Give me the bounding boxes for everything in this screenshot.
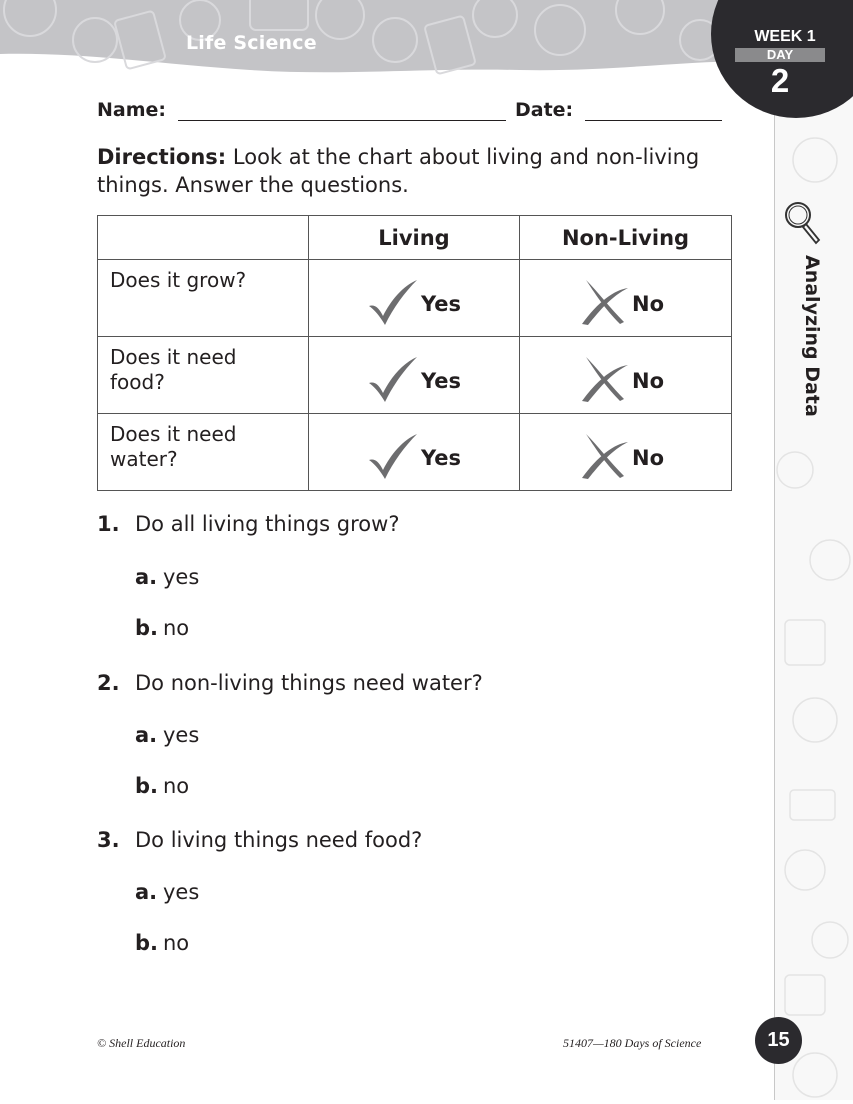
- table-row: [98, 260, 732, 337]
- subject-banner: [0, 0, 775, 80]
- row-question: Does it grow?: [98, 260, 309, 337]
- question-1: 1. Do all living things grow?: [97, 512, 400, 536]
- living-nonliving-chart: [97, 215, 732, 491]
- page-number: 15: [755, 1017, 802, 1064]
- side-pattern: [775, 0, 853, 1100]
- non-living-answer: No: [632, 369, 665, 393]
- question-2: 2. Do non-living things need water?: [97, 671, 483, 695]
- directions-label: Directions:: [97, 145, 227, 169]
- question-3-option-b[interactable]: b. no: [135, 931, 190, 955]
- copyright: © Shell Education: [97, 1036, 186, 1050]
- question-2-option-b[interactable]: b. no: [135, 774, 190, 798]
- header-blank: [98, 216, 309, 260]
- side-strip: [774, 0, 853, 1100]
- day-label: DAY: [735, 48, 825, 62]
- book-title: 51407—180 Days of Science: [563, 1036, 702, 1050]
- banner-background: [0, 0, 775, 80]
- question-1-option-b[interactable]: b. no: [135, 616, 190, 640]
- magnifying-glass-icon: [783, 200, 823, 246]
- x-mark-icon: [578, 355, 630, 403]
- living-answer: Yes: [421, 446, 462, 470]
- directions: [97, 143, 747, 199]
- checkmark-icon: [367, 355, 419, 403]
- row-question: Does it need food?: [98, 337, 309, 414]
- row-question: Does it need water?: [98, 414, 309, 491]
- header-non-living: Non-Living: [520, 216, 732, 260]
- day-number: 2: [770, 62, 790, 99]
- non-living-answer: No: [632, 292, 665, 316]
- header-living: Living: [309, 216, 520, 260]
- living-answer: Yes: [421, 369, 462, 393]
- question-2-option-a[interactable]: a. yes: [135, 723, 200, 747]
- subject-title: Life Science: [186, 32, 317, 54]
- question-3: 3. Do living things need food?: [97, 828, 423, 852]
- question-3-option-a[interactable]: a. yes: [135, 880, 200, 904]
- living-answer: Yes: [421, 292, 462, 316]
- table-row: [98, 414, 732, 491]
- checkmark-icon: [367, 432, 419, 480]
- x-mark-icon: [578, 278, 630, 326]
- name-date-row: [97, 99, 727, 129]
- question-1-option-a[interactable]: a. yes: [135, 565, 200, 589]
- table-row: [98, 337, 732, 414]
- table-header-row: [98, 216, 732, 260]
- non-living-answer: No: [632, 446, 665, 470]
- name-field[interactable]: [178, 120, 506, 121]
- skill-label: Analyzing Data: [801, 255, 823, 417]
- name-label: Name:: [97, 99, 167, 121]
- x-mark-icon: [578, 432, 630, 480]
- date-field[interactable]: [585, 120, 722, 121]
- checkmark-icon: [367, 278, 419, 326]
- week-label: WEEK 1: [754, 28, 816, 45]
- date-label: Date:: [515, 99, 574, 121]
- directions-text: Look at the chart about living and non-living things. Answer the questions.: [97, 145, 700, 197]
